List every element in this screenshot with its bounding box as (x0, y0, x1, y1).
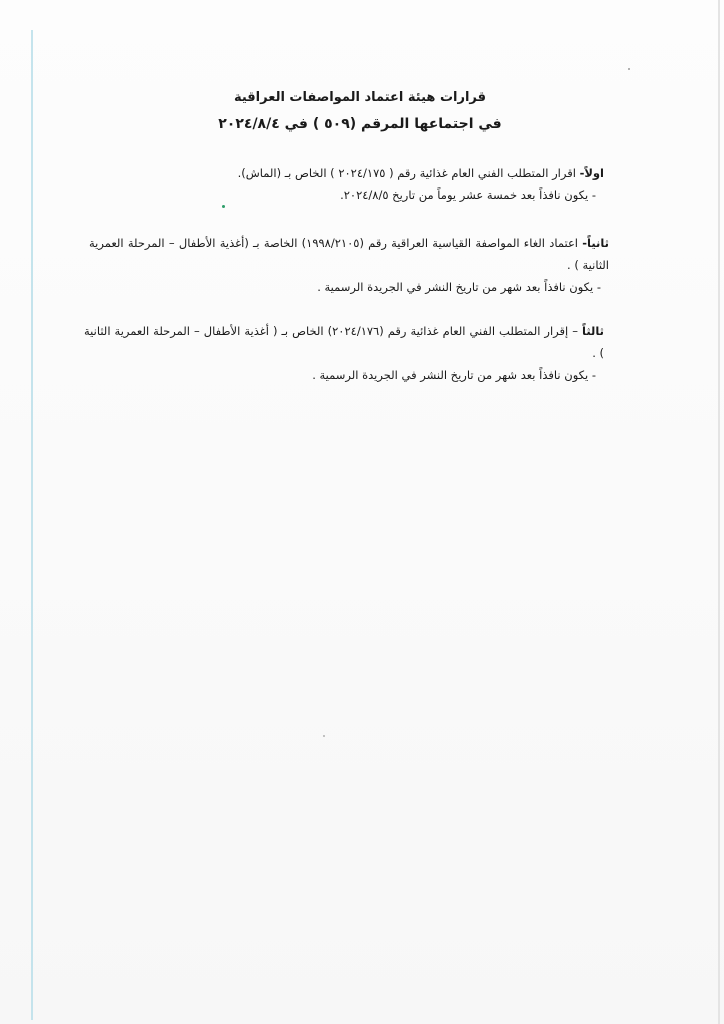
decision-3-text: – إقرار المتطلب الفني العام غذائية رقم (٢٠٢٤/١٧٦) الخاص بـ ( أغذية الأطفال – المرحلة العمرية الثانية ) . (84, 324, 604, 360)
decision-3-body (84, 320, 604, 364)
decision-1 (84, 162, 604, 206)
decision-3 (84, 320, 604, 386)
decision-1-note: - يكون نافذاً بعد خمسة عشر يوماً من تاريخ ٢٠٢٤/٨/٥. (340, 188, 596, 202)
margin-line (31, 30, 33, 1020)
paper-speck (323, 735, 325, 737)
decision-3-lead: ثالثاً (582, 324, 604, 338)
decision-1-body (84, 162, 604, 184)
document-title: قرارات هيئة اعتماد المواصفات العراقية (233, 90, 487, 105)
decision-2-lead: ثانياً- (582, 236, 609, 250)
meeting-subtitle: في اجتماعها المرقم (٥٠٩ ) في ٢٠٢٤/٨/٤ (218, 116, 502, 132)
decision-3-note: - يكون نافذاً بعد شهر من تاريخ النشر في الجريدة الرسمية . (312, 368, 596, 382)
ink-speck (222, 205, 225, 208)
paper-speck (628, 68, 630, 70)
decision-1-text: اقرار المتطلب الفني العام غذائية رقم ( ٢٠٢٤/١٧٥ ) الخاص بـ (الماش). (237, 166, 580, 180)
decision-2-body (89, 232, 609, 276)
decision-2 (89, 232, 609, 298)
decision-2-text: اعتماد الغاء المواصفة القياسية العراقية رقم (١٩٩٨/٢١٠٥) الخاصة بـ (أغذية الأطفال – المرحلة العمرية الثانية ) . (89, 236, 609, 272)
decision-2-note: - يكون نافذاً بعد شهر من تاريخ النشر في الجريدة الرسمية . (317, 280, 601, 294)
decision-1-lead: اولاً- (579, 166, 604, 180)
page-edge (718, 0, 720, 1024)
